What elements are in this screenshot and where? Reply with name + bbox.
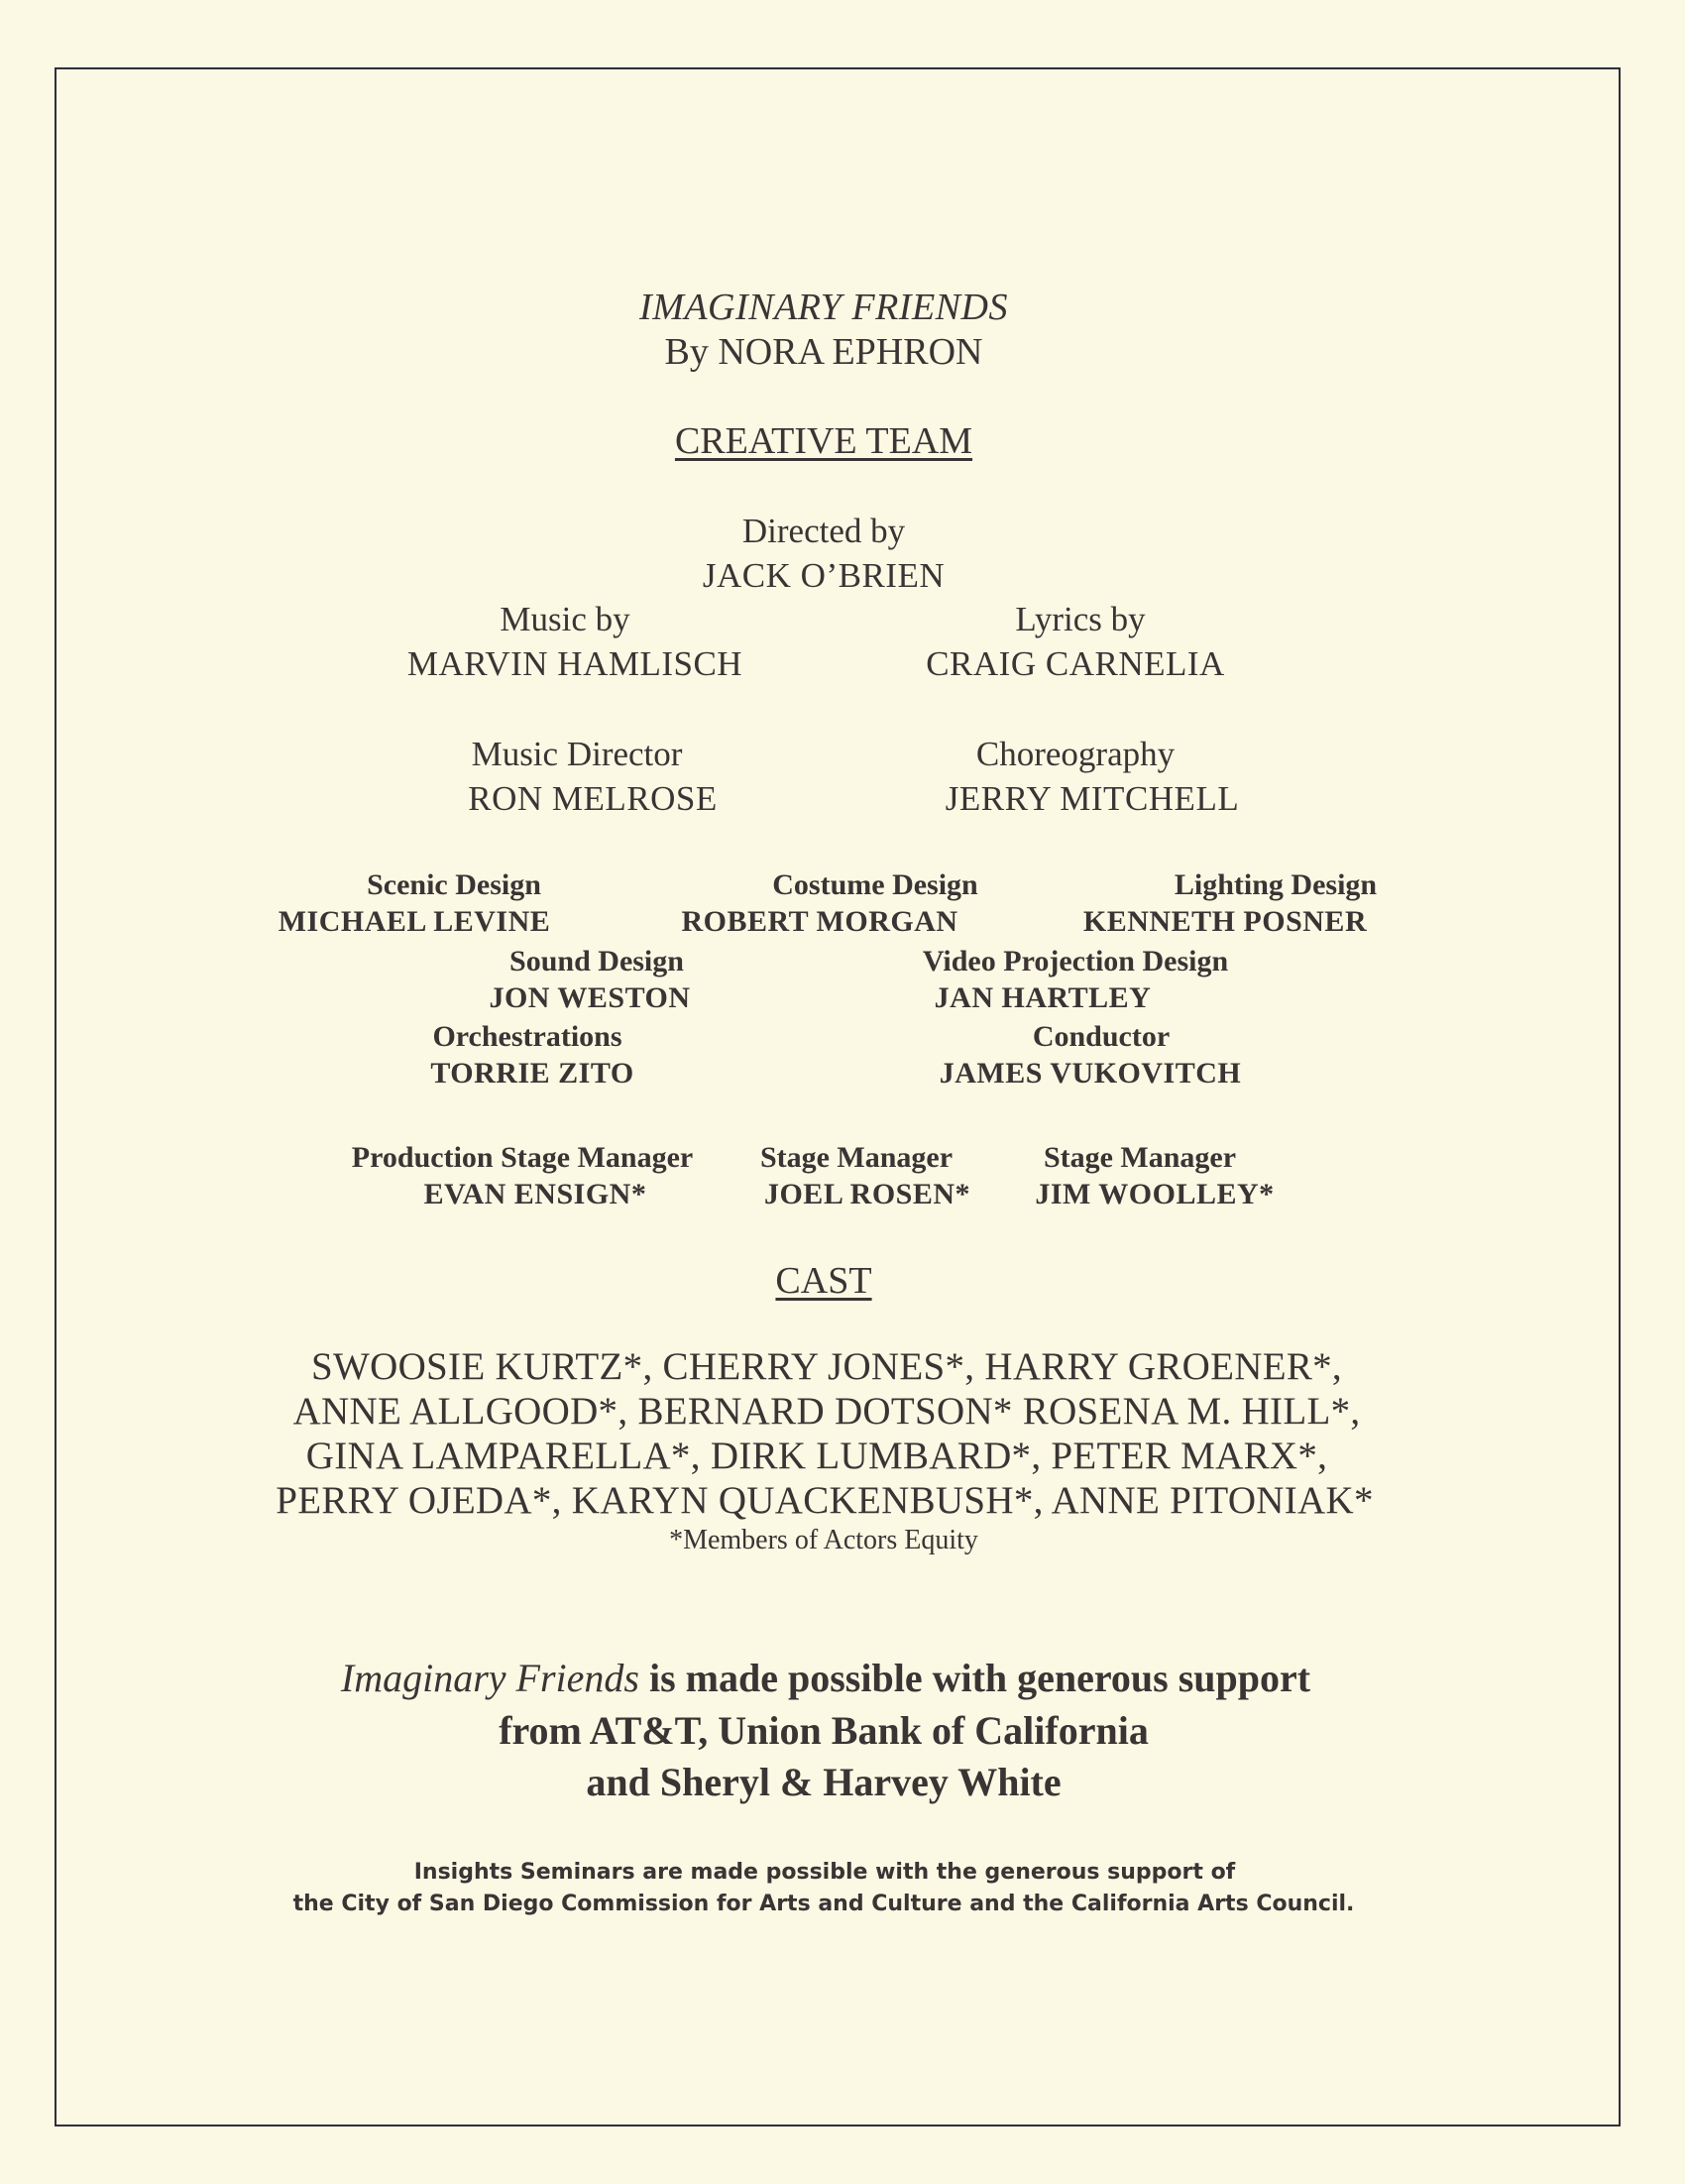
support-line-1 [341,1655,1310,1701]
support-line-2: from AT&T, Union Bank of California [499,1708,1149,1753]
choreography-name: JERRY MITCHELL [945,779,1240,818]
cast-line: ANNE ALLGOOD*, BERNARD DOTSON* ROSENA M. HILL*, [292,1390,1361,1433]
equity-note: *Members of Actors Equity [669,1525,978,1555]
conductor-name: JAMES VUKOVITCH [939,1057,1242,1090]
lyrics-role: Lyrics by [1015,600,1146,638]
cast-heading: CAST [775,1260,872,1302]
cast-line: SWOOSIE KURTZ*, CHERRY JONES*, HARRY GROENER*, [311,1345,1342,1388]
sm2-role: Stage Manager [1043,1141,1237,1174]
creative-team-heading: CREATIVE TEAM [674,420,973,462]
lighting-role: Lighting Design [1174,868,1378,901]
music-director-role: Music Director [471,735,683,773]
sm1-role: Stage Manager [759,1141,954,1174]
orchestrations-name: TORRIE ZITO [430,1057,634,1090]
director-name: JACK O’BRIEN [702,556,946,595]
costume-name: ROBERT MORGAN [681,905,958,938]
scenic-name: MICHAEL LEVINE [278,905,551,938]
lighting-name: KENNETH POSNER [1082,905,1368,938]
page-border [55,67,1621,2127]
cast-line: PERRY OJEDA*, KARYN QUACKENBUSH*, ANNE PITONIAK* [276,1479,1374,1522]
costume-role: Costume Design [772,868,978,901]
byline: By NORA EPHRON [664,331,983,373]
music-role: Music by [500,600,630,638]
support-line-3: and Sheryl & Harvey White [586,1760,1062,1804]
scenic-role: Scenic Design [367,868,541,901]
music-director-name: RON MELROSE [468,779,718,818]
play-title: IMAGINARY FRIENDS [639,287,1008,328]
music-name: MARVIN HAMLISCH [406,644,743,683]
orchestrations-role: Orchestrations [432,1020,622,1053]
sm1-name: JOEL ROSEN* [763,1178,971,1210]
video-role: Video Projection Design [922,945,1229,977]
play-title-italic: Imaginary Friends [340,1656,639,1700]
sound-role: Sound Design [509,945,684,977]
footer-line-2: the City of San Diego Commission for Arts and Culture and the California Arts Council. [292,1892,1355,1916]
conductor-role: Conductor [1032,1020,1171,1053]
psm-role: Production Stage Manager [351,1141,694,1174]
sm2-name: JIM WOOLLEY* [1035,1178,1275,1210]
footer-line-1: Insights Seminars are made possible with the generous support of [413,1860,1236,1885]
choreography-role: Choreography [975,735,1176,773]
sound-name: JON WESTON [489,981,691,1014]
support-line-1-rest: is made possible with generous support [638,1656,1311,1700]
video-name: JAN HARTLEY [934,981,1152,1014]
director-role: Directed by [741,512,906,550]
cast-line: GINA LAMPARELLA*, DIRK LUMBARD*, PETER MARX*, [305,1435,1328,1477]
psm-name: EVAN ENSIGN* [423,1178,647,1210]
lyrics-name: CRAIG CARNELIA [926,644,1225,683]
